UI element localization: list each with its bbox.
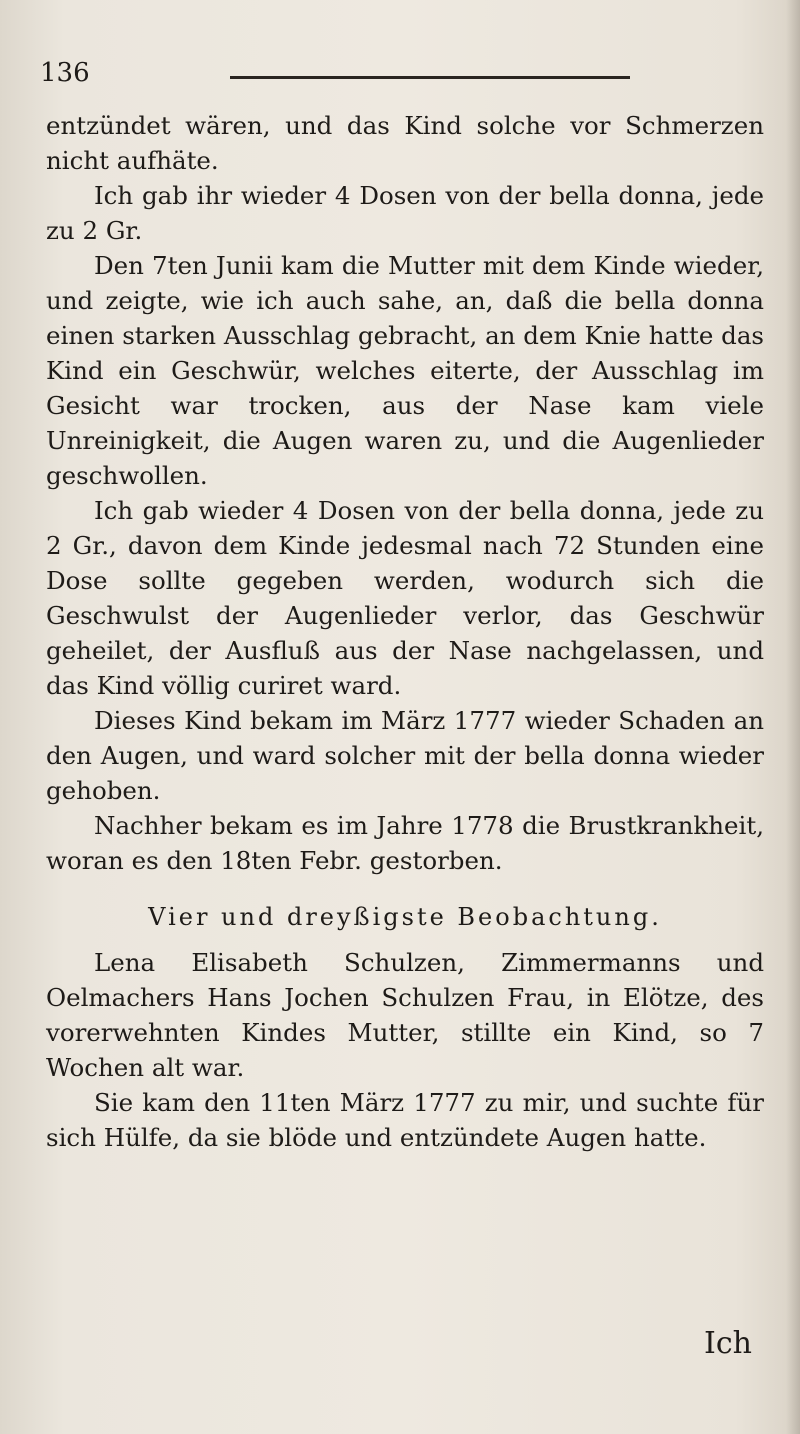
paragraph-continuation: entzündet wären, und das Kind solche vor Schmerzen nicht aufhäte. [46, 111, 764, 175]
header-rule [230, 76, 630, 79]
page-edge-shadow [786, 0, 800, 1434]
paragraph: Den 7ten Junii kam die Mutter mit dem Kinde wieder, und zeigte, wie ich auch sahe, an, daß die bella donna einen starken Ausschlag gebracht, an dem Knie hatte das Kind ein Geschwür, welches eiterte, der Ausschlag im Gesicht war trocken, aus der Nase kam viele Unreinigkeit, die Augen waren zu, und die Augenlieder geschwollen. [46, 251, 764, 490]
paragraph: Ich gab ihr wieder 4 Dosen von der bella donna, jede zu 2 Gr. [46, 181, 764, 245]
observation-heading: Vier und dreyßigste Beobachtung. [148, 903, 662, 931]
paragraph: Nachher bekam es im Jahre 1778 die Brustkrankheit, woran es den 18ten Febr. gestorben. [46, 811, 764, 875]
body-text [46, 108, 764, 1155]
paragraph: Ich gab wieder 4 Dosen von der bella donna, jede zu 2 Gr., davon dem Kinde jedesmal nach 72 Stunden eine Dose sollte gegeben werden, wodurch sich die Geschwulst der Augenlieder verlor, das Geschwür geheilet, der Ausfluß aus der Nase nachgelassen, und das Kind völlig curiret ward. [46, 496, 764, 700]
paragraph: Sie kam den 11ten März 1777 zu mir, und suchte für sich Hülfe, da sie blöde und entzündete Augen hatte. [46, 1088, 764, 1152]
paragraph: Dieses Kind bekam im März 1777 wieder Schaden an den Augen, und ward solcher mit der bella donna wieder gehoben. [46, 706, 764, 805]
paragraph: Lena Elisabeth Schulzen, Zimmermanns und Oelmachers Hans Jochen Schulzen Frau, in Elötze, des vorerwehnten Kindes Mutter, stillte ein Kind, so 7 Wochen alt war. [46, 948, 764, 1082]
page-number: 136 [40, 58, 90, 88]
catchword: Ich [704, 1326, 752, 1361]
